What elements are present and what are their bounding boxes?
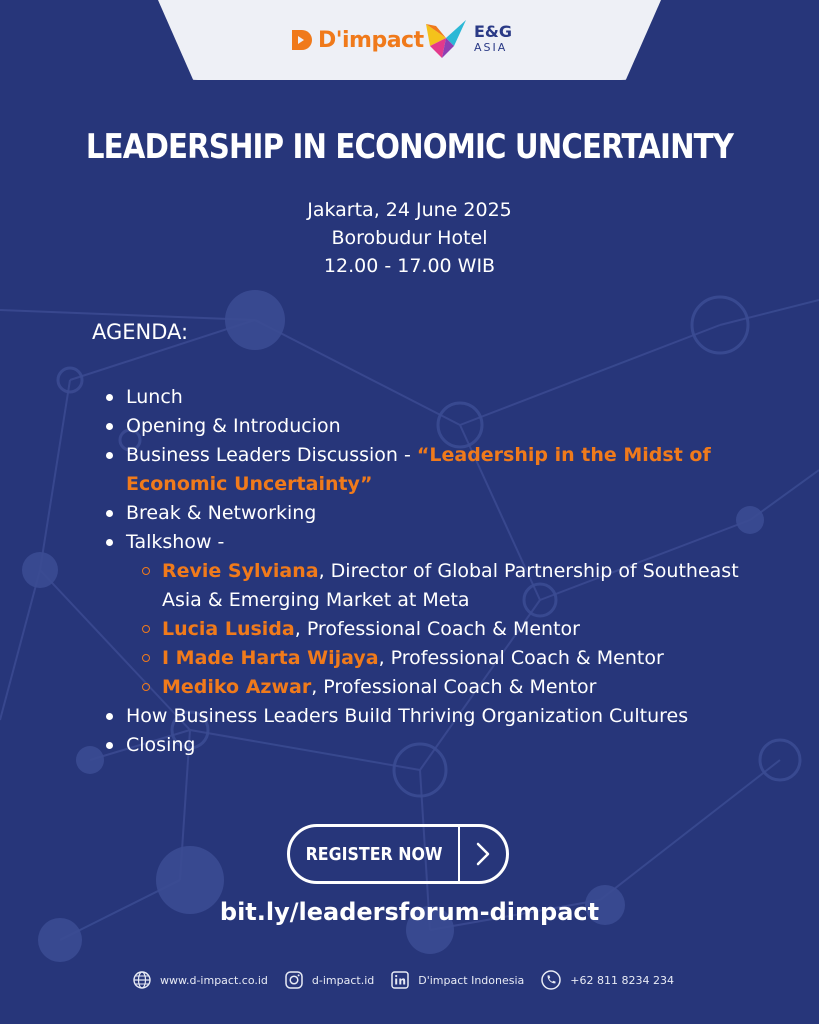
agenda-item-closing (104, 731, 764, 760)
agenda-heading: AGENDA: (92, 320, 189, 344)
discussion-topic: “Leadership in the Midst of Economic Uncertainty” (126, 444, 711, 495)
event-venue: Borobudur Hotel (331, 227, 488, 249)
speaker-role: , Professional Coach & Mentor (294, 618, 580, 640)
globe-icon (132, 970, 152, 990)
agenda-item-talkshow (104, 528, 764, 557)
speaker-role: , Professional Coach & Mentor (378, 647, 664, 669)
dimpact-mark-icon (290, 28, 314, 52)
instagram-icon (284, 970, 304, 990)
footer-website-text: www.d-impact.co.id (160, 973, 268, 987)
agenda-item-cultures (104, 702, 764, 731)
speaker-name: Revie Sylviana (162, 560, 319, 582)
agenda-item-label: Opening & Introducion (126, 415, 341, 437)
phone-icon (540, 969, 562, 991)
registration-link[interactable]: bit.ly/leadersforum-dimpact (219, 898, 600, 926)
eg-logo-line1: E&G (474, 21, 513, 41)
footer-instagram[interactable] (284, 970, 374, 990)
eg-asia-logo (424, 16, 512, 60)
dimpact-logo-text: D'impact (318, 27, 424, 53)
agenda-list (104, 383, 764, 760)
footer-contacts (132, 968, 690, 992)
speaker-name: Mediko Azwar (162, 676, 312, 698)
footer-linkedin[interactable] (390, 970, 524, 990)
event-date: Jakarta, 24 June 2025 (307, 199, 512, 221)
agenda-item-opening (104, 412, 764, 441)
footer-linkedin-text: D'impact Indonesia (418, 973, 525, 987)
bird-icon (424, 16, 468, 60)
footer-phone-text: +62 811 8234 234 (570, 973, 674, 987)
agenda-item-label: How Business Leaders Build Thriving Organization Cultures (126, 705, 689, 727)
register-button-label: REGISTER NOW (305, 843, 443, 865)
speaker-role: , Director of Global Partnership of Southeast Asia & Emerging Market at Meta (162, 560, 739, 611)
page-title: LEADERSHIP IN ECONOMIC UNCERTAINTY (85, 127, 734, 167)
event-info (0, 196, 819, 280)
agenda-item-label: Break & Networking (126, 502, 317, 524)
footer-instagram-text: d-impact.id (311, 973, 375, 987)
agenda-item-discussion (104, 441, 764, 499)
footer-phone[interactable] (540, 969, 674, 991)
speaker-item (104, 673, 764, 702)
register-now-button[interactable] (287, 824, 509, 884)
speaker-item (104, 615, 764, 644)
agenda-item-lunch (104, 383, 764, 412)
linkedin-icon (390, 970, 410, 990)
dimpact-logo (290, 24, 424, 56)
speaker-name: I Made Harta Wijaya (162, 647, 379, 669)
agenda-item-label: Talkshow - (126, 531, 225, 553)
agenda-item-break (104, 499, 764, 528)
eg-logo-line2: ASIA (474, 40, 508, 54)
speaker-item (104, 557, 764, 615)
agenda-item-label: Lunch (126, 386, 183, 408)
footer-website[interactable] (132, 970, 268, 990)
speaker-role: , Professional Coach & Mentor (311, 676, 597, 698)
agenda-item-label: Business Leaders Discussion - (126, 444, 417, 466)
speaker-name: Lucia Lusida (162, 618, 295, 640)
event-time: 12.00 - 17.00 WIB (323, 255, 496, 277)
speaker-item (104, 644, 764, 673)
chevron-right-icon (460, 841, 506, 867)
agenda-item-label: Closing (126, 734, 196, 756)
